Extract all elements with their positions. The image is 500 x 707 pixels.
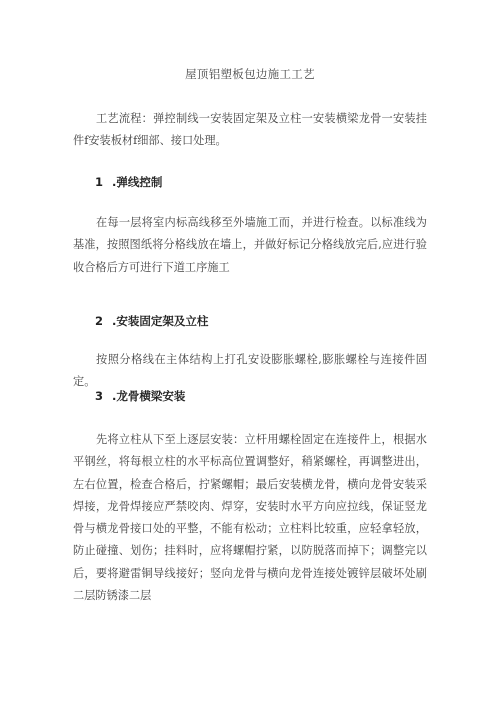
section-heading-1 [95,174,162,190]
section-body-1: 在每一层将室内标高线移至外墙施工而，并进行检查。以标准线为基准，按照图纸将分格线放在墙上，并做好标记分格线放完后,应进行验收合格后方可进行下道工序施工 [73,216,427,274]
section-heading-3 [95,388,185,404]
section-heading-text: .龙骨横梁安装 [112,389,186,403]
section-heading-2 [95,313,208,329]
section-number: 2 [95,314,104,328]
section-body-2: 按照分格线在主体结构上打孔安设膨胀螺栓,膨胀螺栓与连接件固定。 [73,353,427,389]
section-number: 3 [95,389,104,403]
section-number: 1 [95,175,104,189]
document-title: 屋顶铝塑板包边施工工艺 [185,67,315,81]
process-flow-paragraph: 工艺流程：弹控制线一安装固定架及立柱一安装横梁龙骨一安装挂件f安装板材f细部、接口处理。 [73,112,427,148]
section-heading-text: .弹线控制 [112,175,163,189]
section-heading-text: .安装固定架及立柱 [112,314,209,328]
section-body-3: 先将立柱从下至上逐层安装：立杆用螺栓固定在连接件上，根据水平钢丝，将每根立柱的水平标高位置调整好，稍紧螺栓，再调整进出，左右位置，检查合格后，拧紧螺帽；最后安装横龙骨，横向龙骨安装采焊接，龙骨焊接应严禁咬肉、焊穿，安装时水平方向应拉线，保证竖龙骨与横龙骨接口处的平整，不能有松动；立柱料比较重，应轻拿轻放，防止碰撞、划伤；挂料时，应将螺帽拧紧，以防脱落而掉下；调整完以后，要将避雷铜导线接好；竖向龙骨与横向龙骨连接处镀锌层破坏处刷二层防锈漆二层 [73,433,427,603]
